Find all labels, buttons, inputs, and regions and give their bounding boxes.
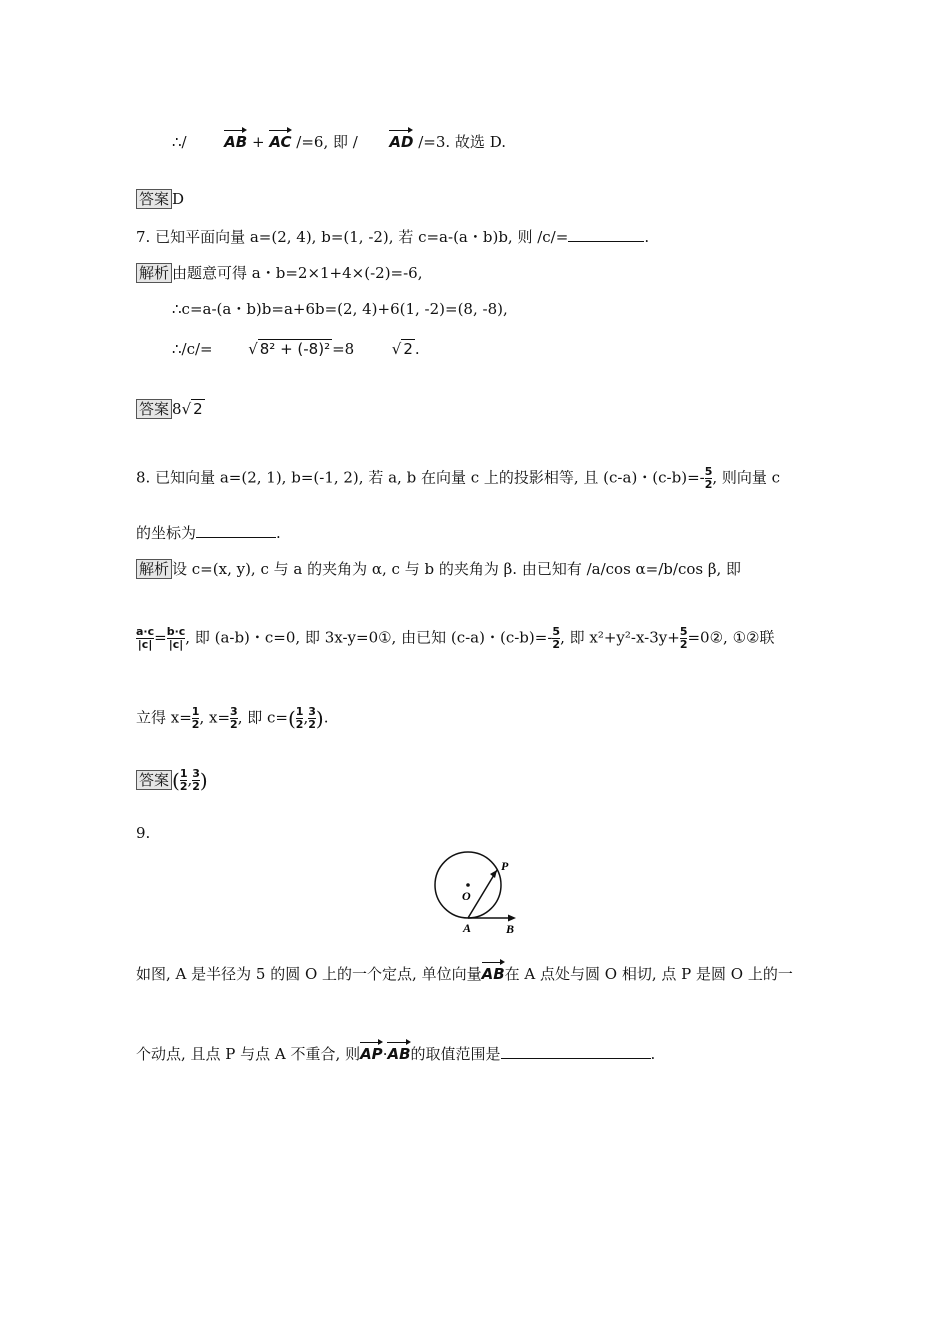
answer-tag: 答案 (136, 399, 172, 419)
therefore-text: ∴/ (172, 133, 187, 151)
fraction: $\frac{5}{2}$ (704, 465, 713, 491)
text: /=3. 故选 D. (418, 133, 506, 151)
answer-blank (196, 523, 276, 538)
answer-blank (568, 227, 644, 242)
text: =8 (332, 340, 355, 358)
text: , 则向量 c (712, 468, 781, 487)
solution-6-tail (172, 128, 506, 153)
text: . (414, 340, 420, 358)
fraction: $\frac{b\cdot c}{|c|}$ (166, 625, 186, 651)
question-8-line2 (136, 522, 281, 544)
question-stem: 7. 已知平面向量 a=(2, 4), b=(1, -2), 若 c=a-(a・b)b, 则 /c/= (136, 228, 569, 246)
text: . (276, 524, 281, 542)
answer-tag: 答案 (136, 770, 172, 790)
text: , 即 c= (237, 708, 288, 727)
text: 设 c=(x, y), c 与 a 的夹角为 α, c 与 b 的夹角为 β. 由已知有 /a/cos α=/b/cos β, 即 (172, 560, 742, 578)
text: 立得 x= (136, 708, 192, 727)
fraction: $\frac{a\cdot c}{|c|}$ (136, 625, 155, 651)
vector-ap: AP (360, 1040, 383, 1062)
vector-ad: AD (389, 128, 413, 150)
question-9-line2 (136, 1040, 655, 1065)
fraction: $\frac{1}{2}$ (191, 705, 200, 731)
circle-figure (430, 850, 530, 936)
text: 由题意可得 a・b=2×1+4×(-2)=-6, (172, 264, 423, 282)
answer-tag: 答案 (136, 189, 172, 209)
solution-tag: 解析 (136, 559, 172, 579)
text: 的取值范围是 (410, 1045, 501, 1063)
solution-7-line3 (172, 338, 420, 360)
vector-ab: AB (482, 960, 505, 982)
text: =0②, ①②联 (687, 628, 775, 647)
text: ∴/c/= (172, 340, 213, 358)
text: . (650, 1045, 656, 1063)
answer-7 (136, 398, 205, 420)
sqrt-expression: √ 8² + (-8)² (248, 340, 331, 358)
arrowhead-icon (490, 870, 497, 878)
vector-ap-line (468, 870, 497, 918)
question-number: 9. (136, 824, 151, 842)
vector-ab: AB (224, 128, 247, 150)
vector-ab: AB (387, 1040, 410, 1062)
text: 如图, A 是半径为 5 的圆 O 上的一个定点, 单位向量 (136, 965, 482, 983)
solution-8-line3: 立得 x= $\frac{1}{2}$ , x= $\frac{3}{2}$ , 即 c=( $\frac{1}{2}$ , $\frac{3}{2}$ ). (136, 705, 329, 731)
text: , 即 (a-b)・c=0, 即 3x-y=0①, 由已知 (c-a)・(c-b)=- (185, 628, 553, 647)
text: ∴c=a-(a・b)b=a+6b=(2, 4)+6(1, -2)=(8, -8), (172, 300, 508, 318)
solution-8-line2 (136, 626, 774, 651)
answer-6 (136, 188, 184, 210)
text: 的坐标为 (136, 524, 197, 542)
vector-ac: AC (269, 128, 291, 150)
text: 在 A 点处与圆 O 相切, 点 P 是圆 O 上的一 (504, 965, 793, 983)
text: , 即 x²+y²-x-3y+ (560, 628, 680, 647)
solution-8-line1 (136, 558, 741, 580)
text: , x= (199, 708, 231, 727)
arrowhead-icon (508, 915, 516, 922)
text: . (323, 708, 329, 727)
label-p: P (501, 859, 509, 873)
question-stem: 8. 已知向量 a=(2, 1), b=(-1, 2), 若 a, b 在向量 c 上的投影相等, 且 (c-a)・(c-b)=- (136, 468, 705, 487)
equals-sign: = (154, 628, 167, 647)
fraction: $\frac{5}{2}$ (552, 625, 561, 651)
fraction: $\frac{1}{2}$ (295, 705, 304, 731)
solution-tag: 解析 (136, 263, 172, 283)
fraction: $\frac{5}{2}$ (679, 625, 688, 651)
question-7 (136, 226, 649, 248)
label-b: B (506, 922, 515, 936)
text: 个动点, 且点 P 与点 A 不重合, 则 (136, 1045, 361, 1063)
text: . (644, 228, 650, 246)
fraction: $\frac{1}{2}$ (179, 767, 188, 793)
solution-7-line1 (136, 262, 423, 284)
answer-value: D (172, 190, 185, 208)
text: /=6, 即 / (296, 133, 358, 151)
answer-blank (501, 1044, 651, 1059)
sqrt-two: √ 2 (181, 400, 203, 418)
label-o: O (462, 889, 471, 903)
solution-7-line2 (172, 298, 508, 320)
question-9-line1 (136, 960, 793, 985)
question-8 (136, 466, 780, 491)
dot-operator: · (382, 1045, 388, 1063)
sqrt-two: √ 2 (391, 340, 413, 358)
plus-sign: + (252, 133, 265, 151)
center-point (466, 883, 470, 887)
fraction: $\frac{3}{2}$ (192, 767, 200, 793)
answer-value: 8 (172, 400, 182, 418)
label-a: A (463, 921, 472, 935)
fraction: $\frac{3}{2}$ (308, 705, 316, 731)
question-9-number (136, 822, 150, 844)
answer-8: 答案 ( $\frac{1}{2}$ , $\frac{3}{2}$ ) (136, 768, 208, 793)
fraction: $\frac{3}{2}$ (230, 705, 238, 731)
